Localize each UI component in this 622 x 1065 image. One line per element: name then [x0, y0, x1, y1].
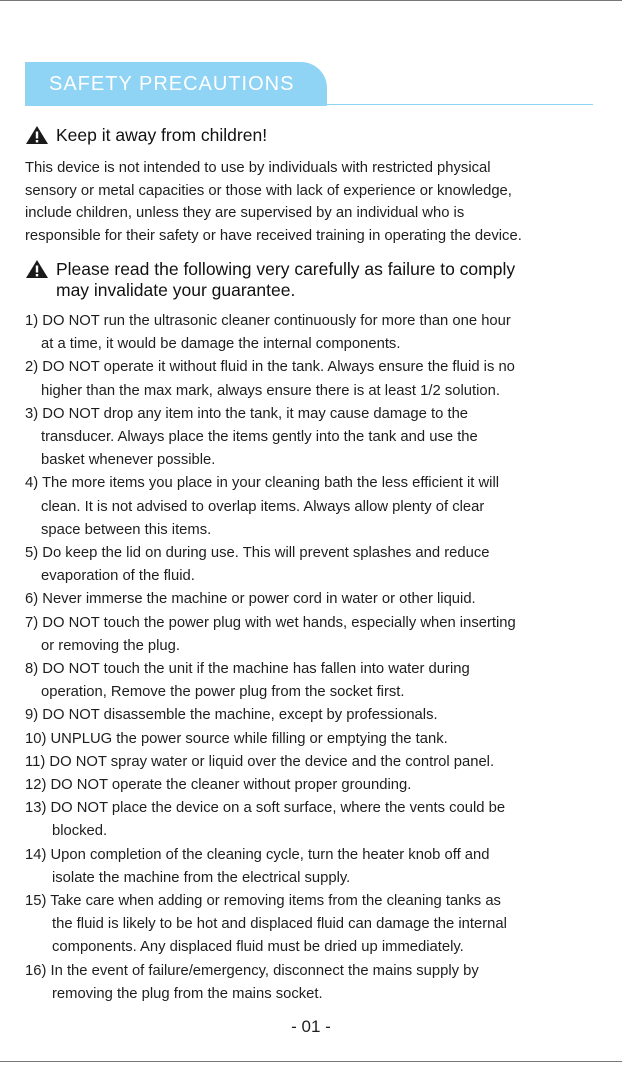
list-item: 15) Take care when adding or removing items from the cleaning tanks as the fluid is likely to be hot and displaced fluid can damage the internal components. Any displaced fluid must be dried up immediately.	[25, 893, 507, 956]
page-number: - 01 -	[291, 1017, 331, 1036]
list-item: 4) The more items you place in your cleaning bath the less efficient it will clean. It is not advised to overlap items. Always allow plenty of clear space between this items.	[25, 475, 500, 538]
list-item: 12) DO NOT operate the cleaner without proper grounding.	[25, 777, 412, 794]
list-item: 3) DO NOT drop any item into the tank, it may cause damage to the transducer. Always place the items gently into the tank and use the basket whenever possible.	[25, 405, 478, 469]
list-item: 6) Never immerse the machine or power cord in water or other liquid.	[25, 591, 476, 608]
list-item: 7) DO NOT touch the power plug with wet hands, especially when inserting or removing the plug.	[25, 614, 516, 654]
heading-text-line1: Please read the following very carefully as failure to comply	[56, 259, 516, 279]
banner-title: SAFETY PRECAUTIONS	[25, 62, 327, 106]
list-item: 14) Upon completion of the cleaning cycle, turn the heater knob off and isolate the machine from the electrical supply.	[25, 846, 490, 886]
list-item: 5) Do keep the lid on during use. This will prevent splashes and reduce evaporation of the fluid.	[25, 545, 490, 585]
section-banner	[25, 62, 593, 106]
warning-triangle-icon	[25, 125, 49, 145]
warning-triangle-icon	[25, 259, 49, 279]
bottom-rule	[0, 1061, 622, 1062]
list-item: 16) In the event of failure/emergency, disconnect the mains supply by removing the plug from the mains socket.	[25, 962, 479, 1002]
list-item: 8) DO NOT touch the unit if the machine has fallen into water during operation, Remove the power plug from the socket first.	[25, 661, 470, 701]
heading-text: Keep it away from children!	[56, 125, 268, 145]
list-item: 11) DO NOT spray water or liquid over the device and the control panel.	[25, 753, 495, 770]
banner-rule	[327, 104, 593, 105]
top-rule	[0, 0, 622, 1]
children-paragraph: This device is not intended to use by individuals with restricted physical sensory or metal capacities or those with lack of experience or knowledge, include children, unless they are supervised by an individual who is responsible for their safety or have received training in operating the device.	[25, 160, 522, 244]
list-item: 2) DO NOT operate it without fluid in the tank. Always ensure the fluid is no higher than the max mark, always ensure there is at least 1/2 solution.	[25, 359, 515, 399]
heading-text-line2: may invalidate your guarantee.	[56, 280, 296, 300]
list-item: 10) UNPLUG the power source while filling or emptying the tank.	[25, 730, 448, 747]
precautions-list	[25, 310, 610, 1006]
list-item: 9) DO NOT disassemble the machine, except by professionals.	[25, 707, 438, 724]
list-item: 13) DO NOT place the device on a soft surface, where the vents could be blocked.	[25, 800, 506, 840]
list-item: 1) DO NOT run the ultrasonic cleaner continuously for more than one hour at a time, it would be damage the internal components.	[25, 313, 511, 353]
